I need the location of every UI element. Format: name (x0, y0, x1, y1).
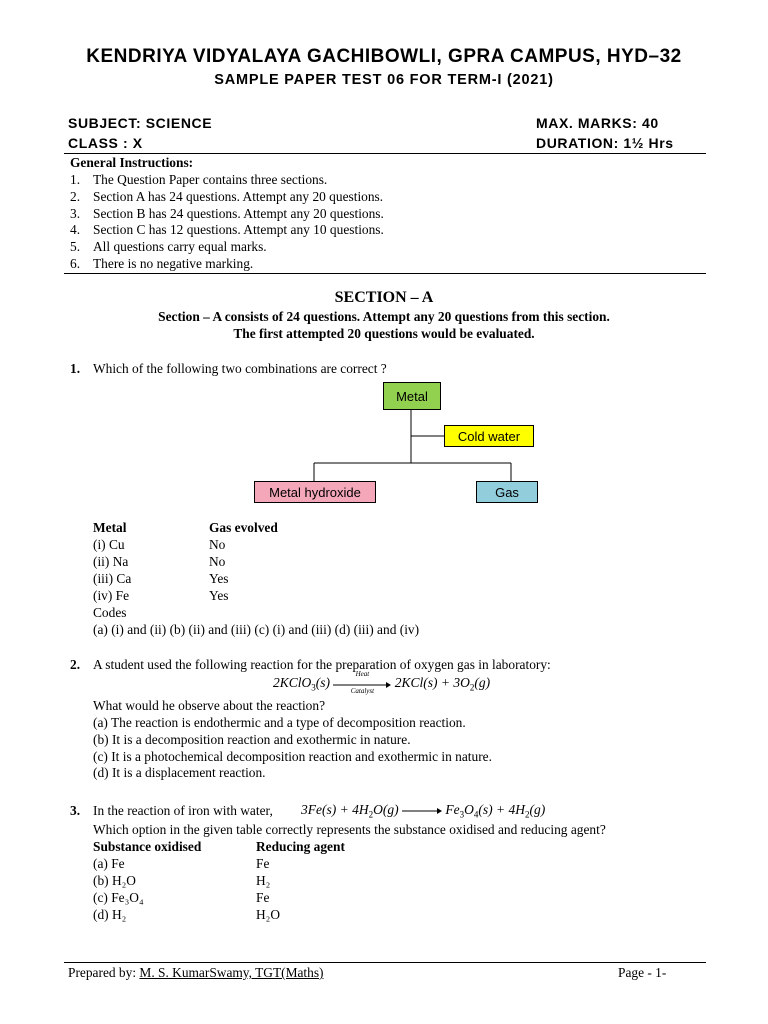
reaction-arrow: Heat Catalyst (333, 677, 391, 691)
instruction-item: 2. Section A has 24 questions. Attempt any 20 questions. (70, 188, 384, 204)
instruction-item: 5. All questions carry equal marks. (70, 239, 267, 255)
gas-box: Gas (476, 481, 538, 503)
table-row: (iii) Ca Yes (93, 571, 229, 586)
max-marks-label: MAX. MARKS: 40 (536, 115, 659, 131)
option-item: (c) It is a photochemical decomposition reaction and exothermic in nature. (93, 748, 492, 764)
question-text: A student used the following reaction for the preparation of oxygen gas in laboratory: (93, 657, 551, 672)
table-row: (b) H₂O H₂ (93, 873, 271, 888)
reaction-equation: 2KClO$_3$(s) Heat Catalyst $2KCl(s) + 3O_2(g)$ (273, 669, 491, 695)
table-header: Substance oxidised Reducing agent (93, 839, 345, 854)
instructions-rule (64, 273, 706, 274)
instructions-heading: General Instructions: (70, 155, 194, 170)
question-text: Which of the following two combinations are correct ? (93, 361, 387, 376)
footer-author: M. S. KumarSwamy, TGT(Maths) (139, 965, 324, 980)
q3-table (93, 839, 493, 924)
footer-prepared-by: Prepared by: M. S. KumarSwamy, TGT(Maths) (68, 965, 324, 980)
option-item: (a) The reaction is endothermic and a type of decomposition reaction. (93, 715, 466, 730)
metal-box: Metal (383, 382, 441, 410)
page-number: Page - 1- (618, 965, 667, 980)
table-row: (d) H₂ H₂O (93, 907, 281, 922)
table-header: Metal Gas evolved (93, 520, 278, 535)
question-text: In the reaction of iron with water, (93, 803, 273, 818)
codes-label: Codes (93, 605, 127, 620)
instructions-list (70, 172, 690, 273)
instruction-item: 4. Section C has 12 questions. Attempt any 10 questions. (70, 222, 384, 238)
table-row: (a) Fe Fe (93, 856, 270, 871)
q2-options (93, 715, 492, 782)
instruction-item: 1. The Question Paper contains three sections. (70, 172, 328, 187)
table-row: (ii) Na No (93, 554, 226, 569)
question-number: 2. (70, 657, 81, 672)
footer-rule (64, 962, 706, 963)
school-title: KENDRIYA VIDYALAYA GACHIBOWLI, GPRA CAMPUS, HYD–32 (86, 46, 682, 67)
instruction-item: 3. Section B has 24 questions. Attempt any 20 questions. (70, 205, 384, 221)
option-item: (d) It is a displacement reaction. (93, 765, 266, 781)
cold-water-box: Cold water (444, 425, 534, 447)
test-title: SAMPLE PAPER TEST 06 FOR TERM-I (2021) (214, 72, 554, 88)
option-item: (b) It is a decomposition reaction and exothermic in nature. (93, 731, 411, 747)
class-label: CLASS : X (68, 135, 143, 151)
section-title: SECTION – A (334, 289, 434, 306)
table-row: (iv) Fe Yes (93, 588, 229, 603)
q1-table (93, 520, 493, 640)
iron-water-equation: $3Fe(s) + 4H_2O(g) Fe_3O_4(s) + 4H_2(g)$ (301, 802, 546, 820)
metal-hydroxide-box: Metal hydroxide (254, 481, 376, 503)
subject-label: SUBJECT: SCIENCE (68, 115, 213, 131)
question-number: 1. (70, 361, 81, 376)
table-row: (c) Fe₃O₄ Fe (93, 890, 270, 905)
instruction-item: 6. There is no negative marking. (70, 255, 254, 271)
question-number: 3. (70, 803, 81, 818)
q2-question: What would he observe about the reaction? (93, 698, 326, 713)
section-note-1: Section – A consists of 24 questions. Attempt any 20 questions from this section. (158, 309, 610, 324)
reaction-diagram (240, 375, 560, 510)
header-rule (64, 153, 706, 154)
table-row: (i) Cu No (93, 537, 226, 552)
q1-options: (a) (i) and (ii) (b) (ii) and (iii) (c) (i) and (iii) (d) (iii) and (iv) (93, 622, 420, 637)
duration-label: DURATION: 1½ Hrs (536, 135, 674, 151)
q3-question: Which option in the given table correctly represents the substance oxidised and reducing agent? (93, 822, 606, 837)
section-note-2: The first attempted 20 questions would be evaluated. (233, 326, 535, 341)
